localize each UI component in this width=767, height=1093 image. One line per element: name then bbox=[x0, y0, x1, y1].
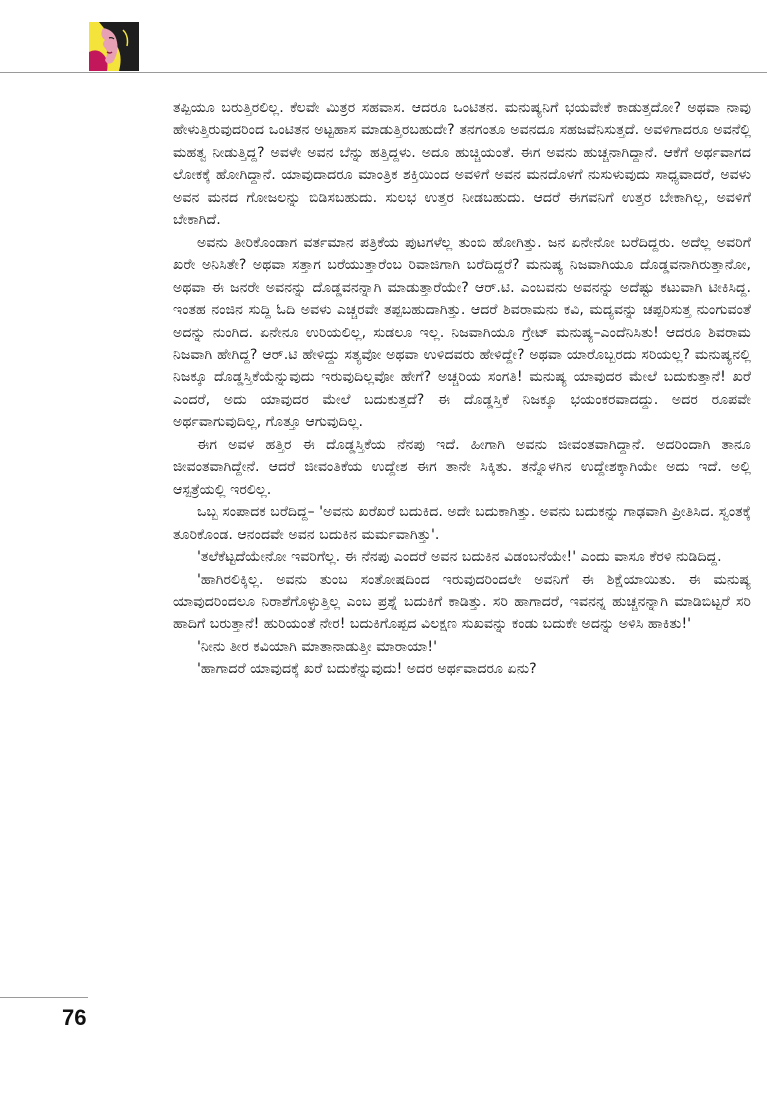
page-number: 76 bbox=[62, 1005, 87, 1030]
paragraph: ಈಗ ಅವಳ ಹತ್ತಿರ ಈ ದೊಡ್ಡಸ್ತಿಕೆಯ ನೆನಪು ಇದೆ. ಹೀಗಾಗಿ ಅವನು ಜೀವಂತವಾಗಿದ್ದಾನೆ. ಅದರಿಂದಾಗಿ ತಾನೂ ಜೀವಂತವಾಗಿದ್ದೇನೆ. ಆದರೆ ಜೀವಂತಿಕೆಯ ಉದ್ದೇಶ ಈಗ ತಾನೇ ಸಿಕ್ಕಿತು. ತನ್ನೊಳಗಿನ ಉದ್ದೇಶಕ್ಕಾಗಿಯೇ ಅದು ಇದೆ. ಅಲ್ಲಿ ಆಸ್ಪತ್ರೆಯಲ್ಲಿ ಇರಲಿಲ್ಲ. bbox=[173, 436, 751, 498]
paragraph: 'ಹಾಗಿರಲಿಕ್ಕಿಲ್ಲ. ಅವನು ತುಂಬ ಸಂತೋಷದಿಂದ ಇರುವುದರಿಂದಲೇ ಅವನಿಗೆ ಈ ಶಿಕ್ಷೆಯಾಯಿತು. ಈ ಮನುಷ್ಯ ಯಾವುದರಿಂದಲೂ ನಿರಾಶೆಗೊಳ್ಳುತ್ತಿಲ್ಲ ಎಂಬ ಪ್ರಶ್ನೆ ಬದುಕಿಗೆ ಕಾಡಿತ್ತು. ಸರಿ ಹಾಗಾದರೆ, ಇವನನ್ನ ಹುಚ್ಚನನ್ನಾಗಿ ಮಾಡಿಬಿಟ್ಟರೆ ಸರಿ ಹಾದಿಗೆ ಬರುತ್ತಾನೆ! ಹುರಿಯಂತೆ ನೇರ! ಬದುಕಿಗೊಪ್ಪದ ವಿಲಕ್ಷಣ ಸುಖವನ್ನು ಕಂಡು ಬದುಕೇ ಅದನ್ನು ಅಳಿಸಿ ಹಾಕಿತು!' bbox=[173, 571, 751, 633]
footer-divider bbox=[0, 997, 88, 998]
header-divider bbox=[0, 72, 767, 73]
woman-profile-logo-icon bbox=[89, 22, 139, 71]
page-body-text bbox=[173, 97, 751, 681]
paragraph: 'ತಲೆಕೆಟ್ಟದೆಯೇನೋ ಇವರಿಗೆಲ್ಲ. ಈ ನೆನಪು ಎಂದರೆ ಅವನ ಬದುಕಿನ ವಿಡಂಬನೆಯೇ!' ಎಂದು ವಾಸೂ ಕೆರಳಿ ನುಡಿದಿದ್ದ. bbox=[197, 549, 722, 566]
paragraph: ತಪ್ಪಿಯೂ ಬರುತ್ತಿರಲಿಲ್ಲ. ಕೆಲವೇ ಮಿತ್ರರ ಸಹವಾಸ. ಆದರೂ ಒಂಟಿತನ. ಮನುಷ್ಯನಿಗೆ ಭಯವೇಕೆ ಕಾಡುತ್ತದೋ? ಅಥವಾ ನಾವು ಹೇಳುತ್ತಿರುವುದರಿಂದ ಒಂಟಿತನ ಅಟ್ಟಹಾಸ ಮಾಡುತ್ತಿರಬಹುದೇ? ತನಗಂತೂ ಅವನದೂ ಸಹಜವೆನಿಸುತ್ತದೆ. ಅವಳಿಗಾದರೂ ಅವನೆಲ್ಲಿ ಮಹತ್ವ ನೀಡುತ್ತಿದ್ದ? ಅವಳೇ ಅವನ ಬೆನ್ನು ಹತ್ತಿದ್ದಳು. ಅದೂ ಹುಚ್ಚಿಯಂತೆ. ಈಗ ಅವನು ಹುಚ್ಚನಾಗಿದ್ದಾನೆ. ಆಕೆಗೆ ಅರ್ಥವಾಗದ ಲೋಕಕ್ಕೆ ಹೋಗಿದ್ದಾನೆ. ಯಾವುದಾದರೂ ಮಾಂತ್ರಿಕ ಶಕ್ತಿಯಿಂದ ಅವಳಿಗೆ ಅವನ ಮನದೊಳಗೆ ನುಸುಳುವುದು ಸಾಧ್ಯವಾದರೆ, ಅವಳು ಅವನ ಮನದ ಗೋಜಲನ್ನು ಬಿಡಿಸಬಹುದು. ಸುಲಭ ಉತ್ತರ ನೀಡಬಹುದು. ಆದರೆ ಈಗವನಿಗೆ ಉತ್ತರ ಬೇಕಾಗಿಲ್ಲ, ಅವಳಿಗೆ ಬೇಕಾಗಿದೆ. bbox=[173, 100, 751, 229]
paragraph: ಒಬ್ಬ ಸಂಪಾದಕ ಬರೆದಿದ್ದ– 'ಅವನು ಖರೆಖರೆ ಬದುಕಿದ. ಅದೇ ಬದುಕಾಗಿತ್ತು. ಅವನು ಬದುಕನ್ನು ಗಾಢವಾಗಿ ಪ್ರೀತಿಸಿದ. ಸ್ವಂತಕ್ಕೆ ತೂರಿಕೊಂಡ. ಆನಂದವೇ ಅವನ ಬದುಕಿನ ಮರ್ಮವಾಗಿತ್ತು'. bbox=[173, 504, 751, 543]
paragraph: 'ನೀನು ತೀರ ಕವಿಯಾಗಿ ಮಾತಾನಾಡುತ್ತೀ ಮಾರಾಯಾ!' bbox=[197, 638, 438, 655]
paragraph: 'ಹಾಗಾದರೆ ಯಾವುದಕ್ಕೆ ಖರೆ ಬದುಕೆನ್ನುವುದು! ಅದರ ಅರ್ಥವಾದರೂ ಏನು? bbox=[197, 661, 537, 678]
paragraph: ಅವನು ತೀರಿಕೊಂಡಾಗ ವರ್ತಮಾನ ಪತ್ರಿಕೆಯ ಪುಟಗಳೆಲ್ಲ ತುಂಬಿ ಹೋಗಿತ್ತು. ಜನ ಏನೇನೋ ಬರೆದಿದ್ದರು. ಅದೆಲ್ಲ ಅವರಿಗೆ ಖರೇ ಅನಿಸಿತೇ? ಅಥವಾ ಸತ್ತಾಗ ಬರೆಯುತ್ತಾರೆಂಬ ರಿವಾಜಿಗಾಗಿ ಬರೆದಿದ್ದರೆ? ಮನುಷ್ಯ ನಿಜವಾಗಿಯೂ ದೊಡ್ಡವನಾಗಿರುತ್ತಾನೋ, ಅಥವಾ ಈ ಜನರೇ ಅವನನ್ನು ದೊಡ್ಡವನನ್ನಾಗಿ ಮಾಡುತ್ತಾರೆಯೇ? ಆರ್.ಟಿ. ಎಂಬವನು ಅವನನ್ನು ಅದೆಷ್ಟು ಕಟುವಾಗಿ ಟೀಕಿಸಿದ್ದ. ಇಂತಹ ನಂಜಿನ ಸುದ್ದಿ ಓದಿ ಅವಳು ಎಚ್ಚರವೇ ತಪ್ಪಬಹುದಾಗಿತ್ತು. ಆದರೆ ಶಿವರಾಮನು ಕವಿ, ಮದ್ಯವನ್ನು ಚಪ್ಪರಿಸುತ್ತ ನುಂಗುವಂತೆ ಅದನ್ನು ನುಂಗಿದ. ಏನೇನೂ ಉರಿಯಲಿಲ್ಲ, ಸುಡಲೂ ಇಲ್ಲ. ನಿಜವಾಗಿಯೂ ಗ್ರೇಟ್ ಮನುಷ್ಯ–ಎಂದೆನಿಸಿತು! ಆದರೂ ಶಿವರಾಮ ನಿಜವಾಗಿ ಹೇಗಿದ್ದ? ಆರ್.ಟಿ ಹೇಳಿದ್ದು ಸತ್ಯವೋ ಅಥವಾ ಉಳಿದವರು ಹೇಳಿದ್ದೇ? ಅಥವಾ ಯಾರೊಬ್ಬರದು ಸರಿಯಲ್ಲ? ಮನುಷ್ಯನಲ್ಲಿ ನಿಜಕ್ಕೂ ದೊಡ್ಡಸ್ತಿಕೆಯೆನ್ನುವುದು ಇರುವುದಿಲ್ಲವೋ ಹೇಗೆ? ಅಚ್ಚರಿಯ ಸಂಗತಿ! ಮನುಷ್ಯ ಯಾವುದರ ಮೇಲೆ ಬದುಕುತ್ತಾನೆ! ಖರೆ ಎಂದರೆ, ಅದು ಯಾವುದರ ಮೇಲೆ ಬದುಕುತ್ತದೆ? ಈ ದೊಡ್ಡಸ್ತಿಕೆ ನಿಜಕ್ಕೂ ಭಯಂಕರವಾದದ್ದು. ಅದರ ರೂಪವೇ ಅರ್ಥವಾಗುವುದಿಲ್ಲ, ಗೊತ್ತೂ ಆಗುವುದಿಲ್ಲ. bbox=[173, 234, 751, 431]
